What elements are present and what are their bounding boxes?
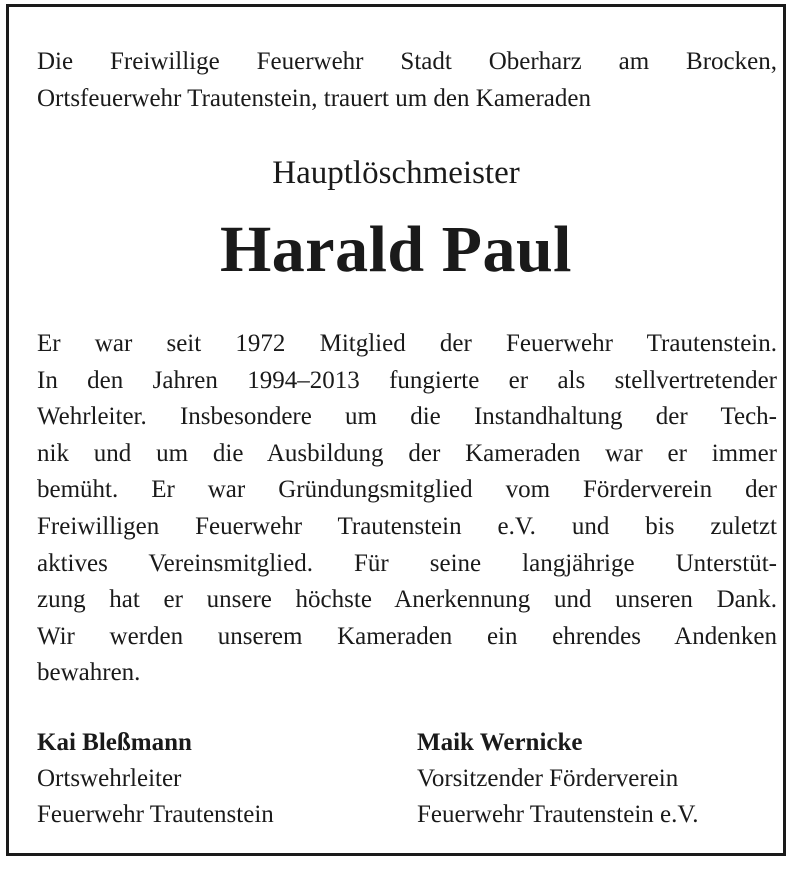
intro-text bbox=[37, 43, 777, 117]
body-line: Wehrleiter. Insbesondere um die Instandhaltung der Tech- bbox=[37, 403, 777, 431]
intro-line: Die Freiwillige Feuerwehr Stadt Oberharz am Brocken, bbox=[37, 48, 777, 75]
body-line: bewahren. bbox=[37, 659, 141, 687]
intro-line: Ortsfeuerwehr Trautenstein, trauert um den Kameraden bbox=[37, 85, 591, 112]
body-line: Wir werden unserem Kameraden ein ehrendes Andenken bbox=[37, 622, 777, 650]
signer-right bbox=[417, 725, 698, 833]
signer-name: Maik Wernicke bbox=[417, 729, 583, 756]
deceased-rank: Hauptlöschmeister bbox=[272, 155, 520, 191]
signer-role: Ortswehrleiter bbox=[37, 765, 182, 792]
signer-organization: Feuerwehr Trautenstein bbox=[37, 801, 274, 828]
obituary-body bbox=[37, 326, 777, 692]
obituary-frame bbox=[6, 4, 786, 856]
signer-role: Vorsitzender Förderverein bbox=[417, 765, 679, 792]
body-line: In den Jahren 1994–2013 fungierte er als stellvertretender bbox=[37, 366, 777, 394]
signer-organization: Feuerwehr Trautenstein e.V. bbox=[417, 801, 699, 828]
signer-left bbox=[37, 725, 274, 833]
body-line: nik und um die Ausbildung der Kameraden war er immer bbox=[37, 439, 777, 467]
body-line: Er war seit 1972 Mitglied der Feuerwehr Trautenstein. bbox=[37, 330, 777, 357]
body-line: bemüht. Er war Gründungsmitglied vom Förderverein der bbox=[37, 476, 777, 504]
body-line: aktives Vereinsmitglied. Für seine langjährige Unterstüt- bbox=[37, 549, 777, 577]
body-line: Freiwilligen Feuerwehr Trautenstein e.V. und bis zuletzt bbox=[37, 512, 777, 540]
signer-name: Kai Bleßmann bbox=[37, 729, 192, 756]
deceased-name: Harald Paul bbox=[219, 213, 573, 286]
body-line: zung hat er unsere höchste Anerkennung und unseren Dank. bbox=[37, 586, 777, 614]
